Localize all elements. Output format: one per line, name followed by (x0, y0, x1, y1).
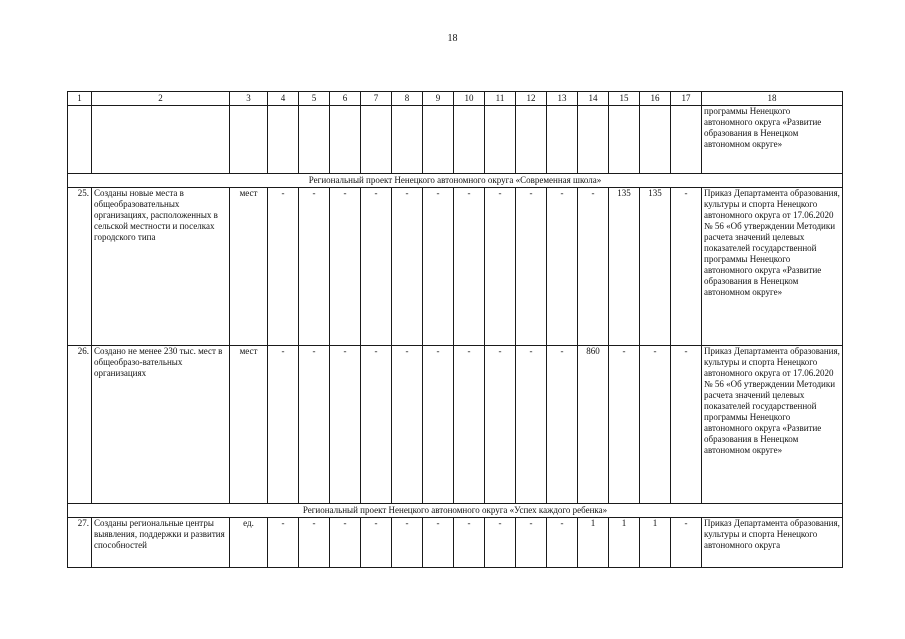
value-cell: - (671, 346, 702, 504)
value-cell: - (361, 346, 392, 504)
value-cell: - (485, 346, 516, 504)
table-row (68, 518, 843, 568)
value-cell: - (485, 518, 516, 568)
column-header: 1 (68, 92, 92, 106)
column-header: 17 (671, 92, 702, 106)
value-cell: - (392, 346, 423, 504)
column-header: 9 (423, 92, 454, 106)
row-number: 26. (68, 346, 92, 504)
section-header-every-child-success (68, 504, 843, 518)
column-header: 4 (268, 92, 299, 106)
section-title: Региональный проект Ненецкого автономного округа «Успех каждого ребенка» (68, 504, 843, 518)
value-cell: - (268, 346, 299, 504)
value-cell: - (516, 346, 547, 504)
column-header: 3 (230, 92, 268, 106)
column-header: 2 (92, 92, 230, 106)
table-row (68, 346, 843, 504)
value-cell: - (485, 188, 516, 346)
column-header: 13 (547, 92, 578, 106)
indicator-name: Созданы новые места в общеобразовательных организациях, расположенных в сельской местности и поселках городского типа (92, 188, 230, 346)
value-cell: - (547, 518, 578, 568)
value-cell: - (454, 518, 485, 568)
column-header: 10 (454, 92, 485, 106)
column-header: 8 (392, 92, 423, 106)
unit-cell: ед. (230, 518, 268, 568)
value-cell: - (361, 518, 392, 568)
value-cell: - (454, 188, 485, 346)
section-header-modern-school (68, 174, 843, 188)
value-cell: - (423, 346, 454, 504)
value-cell: 1 (578, 518, 609, 568)
value-cell: - (578, 188, 609, 346)
column-header: 5 (299, 92, 330, 106)
column-header: 7 (361, 92, 392, 106)
value-cell: - (547, 188, 578, 346)
row-number: 25. (68, 188, 92, 346)
column-header: 16 (640, 92, 671, 106)
value-cell: - (330, 188, 361, 346)
source-cell: Приказ Департамента образования, культуры и спорта Ненецкого автономного округа от 17.06.2020 № 56 «Об утверждении Методики расчета значений целевых показателей государственной программы Ненецкого автономного округа «Развитие образования в Ненецком автономном округе» (702, 188, 843, 346)
value-cell: - (361, 188, 392, 346)
value-cell: - (330, 346, 361, 504)
value-cell: - (299, 188, 330, 346)
indicator-name: Создано не менее 230 тыс. мест в общеобразо-вательных организациях (92, 346, 230, 504)
column-header: 12 (516, 92, 547, 106)
table-row (68, 188, 843, 346)
column-number-header (68, 92, 843, 106)
section-title: Региональный проект Ненецкого автономного округа «Современная школа» (68, 174, 843, 188)
value-cell: - (671, 518, 702, 568)
continuation-row (68, 106, 843, 174)
source-cell: Приказ Департамента образования, культуры и спорта Ненецкого автономного округа (702, 518, 843, 568)
row-number: 27. (68, 518, 92, 568)
value-cell: 135 (640, 188, 671, 346)
column-header: 14 (578, 92, 609, 106)
value-cell: 1 (640, 518, 671, 568)
source-cell: программы Ненецкого автономного округа «Развитие образования в Ненецком автономном округе» (702, 106, 843, 174)
value-cell: - (454, 346, 485, 504)
unit-cell: мест (230, 346, 268, 504)
value-cell: - (609, 346, 640, 504)
page-number: 18 (447, 33, 458, 44)
value-cell: - (640, 346, 671, 504)
value-cell: - (516, 518, 547, 568)
value-cell: - (268, 188, 299, 346)
value-cell: - (547, 346, 578, 504)
column-header: 18 (702, 92, 843, 106)
column-header: 15 (609, 92, 640, 106)
value-cell: - (330, 518, 361, 568)
value-cell: 135 (609, 188, 640, 346)
value-cell: - (268, 518, 299, 568)
unit-cell: мест (230, 188, 268, 346)
indicator-name: Созданы региональные центры выявления, поддержки и развития способностей (92, 518, 230, 568)
value-cell: - (299, 518, 330, 568)
value-cell: - (392, 518, 423, 568)
source-cell: Приказ Департамента образования, культуры и спорта Ненецкого автономного округа от 17.06.2020 № 56 «Об утверждении Методики расчета значений целевых показателей государственной программы Ненецкого автономного округа «Развитие образования в Ненецком автономном округе» (702, 346, 843, 504)
indicators-table (67, 91, 843, 568)
value-cell: - (392, 188, 423, 346)
column-header: 6 (330, 92, 361, 106)
value-cell: 1 (609, 518, 640, 568)
column-header: 11 (485, 92, 516, 106)
value-cell: - (423, 188, 454, 346)
value-cell: 860 (578, 346, 609, 504)
value-cell: - (671, 188, 702, 346)
value-cell: - (516, 188, 547, 346)
value-cell: - (299, 346, 330, 504)
value-cell: - (423, 518, 454, 568)
